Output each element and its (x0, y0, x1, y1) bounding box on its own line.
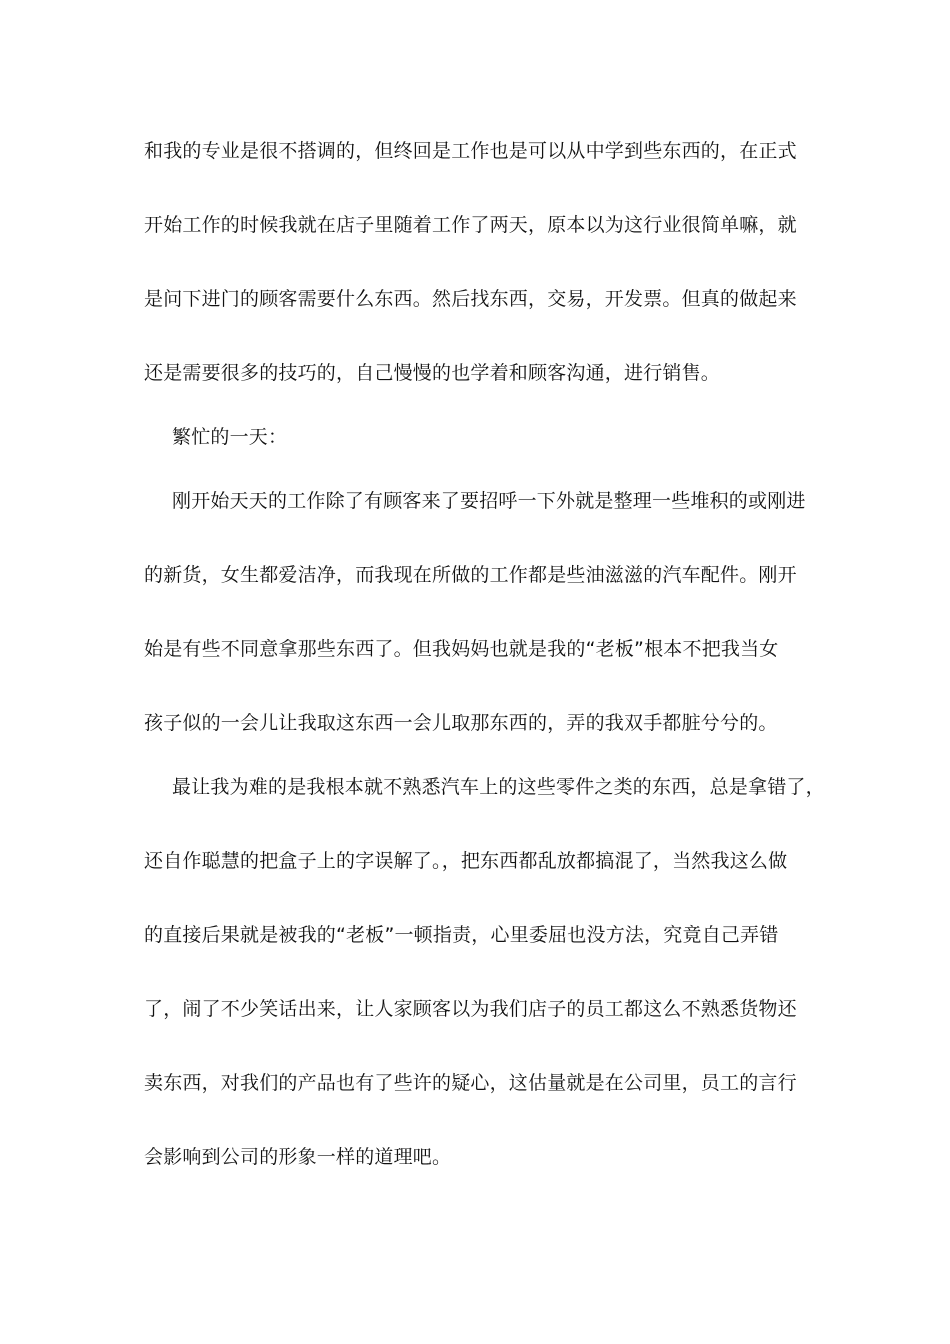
paragraph-line: 和我的专业是很不搭调的，但终回是工作也是可以从中学到些东西的，在正式 (144, 140, 797, 162)
section-heading: 繁忙的一天： (172, 426, 288, 448)
paragraph-line: 开始工作的时候我就在店子里随着工作了两天，原本以为这行业很简单嘛，就 (144, 214, 797, 236)
paragraph-line: 的新货，女生都爱洁净，而我现在所做的工作都是些油滋滋的汽车配件。刚开 (144, 564, 797, 586)
paragraph-line: 还自作聪慧的把盒子上的字误解了。，把东西都乱放都搞混了，当然我这么做 (144, 850, 788, 872)
paragraph-line: 卖东西，对我们的产品也有了些许的疑心，这估量就是在公司里，员工的言行 (144, 1072, 797, 1094)
paragraph-line: 始是有些不同意拿那些东西了。但我妈妈也就是我的“老板”根本不把我当女 (144, 638, 779, 660)
paragraph-line: 会影响到公司的形象一样的道理吧。 (144, 1146, 452, 1168)
paragraph-line: 刚开始天天的工作除了有顾客来了要招呼一下外就是整理一些堆积的或刚进 (172, 490, 806, 512)
paragraph-line: 还是需要很多的技巧的，自己慢慢的也学着和顾客沟通，进行销售。 (144, 362, 721, 384)
paragraph-line: 是问下进门的顾客需要什么东西。然后找东西，交易，开发票。但真的做起来 (144, 288, 797, 310)
paragraph-line: 的直接后果就是被我的“老板”一顿指责，心里委屈也没方法，究竟自己弄错 (144, 924, 779, 946)
paragraph-line: 孩子似的一会儿让我取这东西一会儿取那东西的，弄的我双手都脏兮兮的。 (144, 712, 778, 734)
paragraph-line: 最让我为难的是我根本就不熟悉汽车上的这些零件之类的东西，总是拿错了， (172, 776, 825, 798)
paragraph-line: 了，闹了不少笑话出来，让人家顾客以为我们店子的员工都这么不熟悉货物还 (144, 998, 797, 1020)
